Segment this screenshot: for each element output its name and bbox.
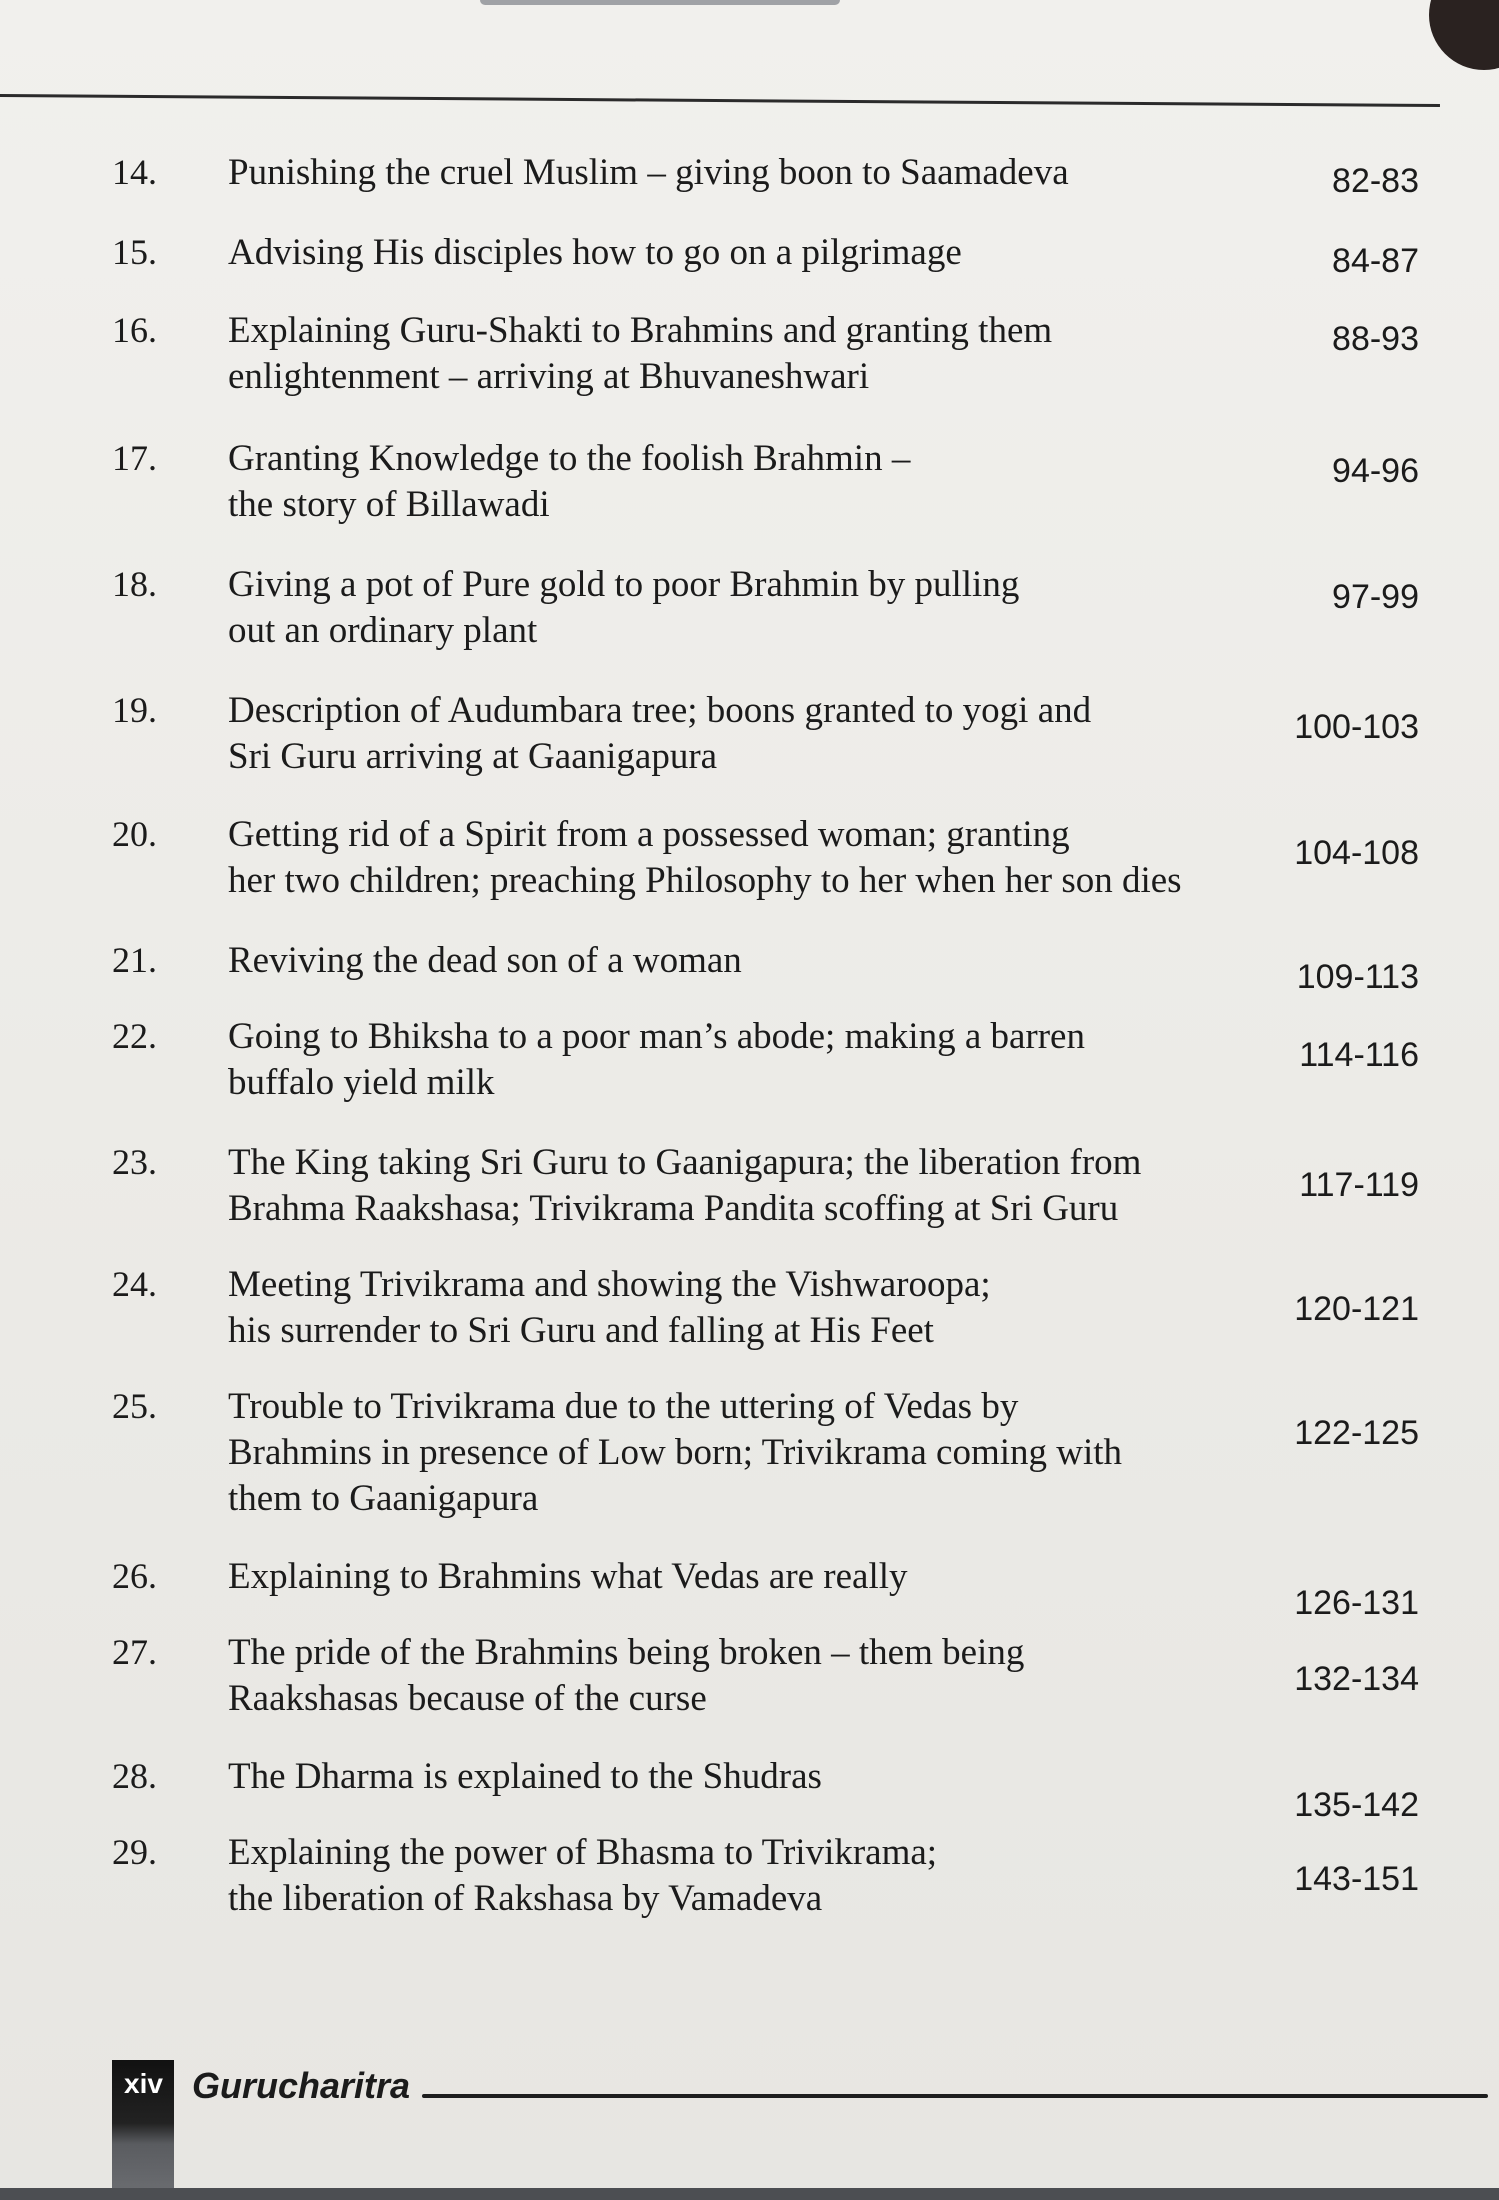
page-number: xiv bbox=[124, 2068, 163, 2099]
entry-pages: 100-103 bbox=[1294, 708, 1419, 746]
entry-title bbox=[228, 1140, 1248, 1232]
entry-title-line: them to Gaanigapura bbox=[228, 1478, 539, 1519]
entry-title bbox=[228, 1014, 1248, 1106]
entry-pages: 109-113 bbox=[1296, 958, 1419, 996]
entry-title bbox=[228, 1630, 1248, 1722]
entry-number: 22. bbox=[112, 1016, 157, 1056]
entry-title-line: Brahma Raakshasa; Trivikrama Pandita scoffing at Sri Guru bbox=[228, 1188, 1119, 1229]
entry-title-line: out an ordinary plant bbox=[228, 610, 538, 651]
running-footer-title: Gurucharitra bbox=[192, 2065, 411, 2106]
entry-title-line: Reviving the dead son of a woman bbox=[228, 940, 742, 981]
entry-number: 16. bbox=[112, 310, 157, 350]
entry-title-line: Giving a pot of Pure gold to poor Brahmin by pulling bbox=[228, 564, 1020, 605]
entry-pages: 88-93 bbox=[1332, 320, 1419, 358]
entry-number: 26. bbox=[112, 1556, 157, 1596]
entry-pages: 143-151 bbox=[1294, 1860, 1419, 1898]
entry-pages: 120-121 bbox=[1294, 1290, 1419, 1328]
entry-title-line: his surrender to Sri Guru and falling at His Feet bbox=[228, 1310, 934, 1351]
page-bottom-edge bbox=[0, 2188, 1499, 2200]
entry-title-line: The King taking Sri Guru to Gaanigapura; the liberation from bbox=[228, 1142, 1142, 1183]
entry-title-line: her two children; preaching Philosophy to her when her son dies bbox=[228, 860, 1182, 901]
entry-number: 14. bbox=[112, 152, 157, 192]
entry-pages: 97-99 bbox=[1332, 578, 1419, 616]
entry-title-line: the story of Billawadi bbox=[228, 484, 550, 525]
entry-title-line: Trouble to Trivikrama due to the uttering of Vedas by bbox=[228, 1386, 1019, 1427]
entry-number: 15. bbox=[112, 232, 157, 272]
entry-number: 28. bbox=[112, 1756, 157, 1796]
entry-number: 17. bbox=[112, 438, 157, 478]
entry-title-line: The Dharma is explained to the Shudras bbox=[228, 1756, 822, 1797]
entry-title bbox=[228, 1262, 1248, 1354]
entry-number: 27. bbox=[112, 1632, 157, 1672]
entry-pages: 132-134 bbox=[1294, 1660, 1419, 1698]
entry-title-line: Brahmins in presence of Low born; Trivikrama coming with bbox=[228, 1432, 1123, 1473]
entry-pages: 82-83 bbox=[1332, 162, 1419, 200]
entry-pages: 84-87 bbox=[1332, 242, 1419, 280]
entry-title bbox=[228, 1830, 1248, 1922]
entry-title-line: Sri Guru arriving at Gaanigapura bbox=[228, 736, 718, 777]
entry-number: 24. bbox=[112, 1264, 157, 1304]
entry-title-line: buffalo yield milk bbox=[228, 1062, 495, 1103]
entry-title bbox=[228, 150, 1248, 196]
entry-number: 19. bbox=[112, 690, 157, 730]
entry-pages: 117-119 bbox=[1299, 1166, 1419, 1204]
entry-title bbox=[228, 938, 1248, 984]
entry-title-line: Explaining Guru-Shakti to Brahmins and granting them bbox=[228, 310, 1053, 351]
entry-pages: 94-96 bbox=[1332, 452, 1419, 490]
entry-title bbox=[228, 1384, 1248, 1522]
entry-title-line: Granting Knowledge to the foolish Brahmin – bbox=[228, 438, 911, 479]
entry-title bbox=[228, 688, 1248, 780]
entry-title bbox=[228, 308, 1248, 400]
entry-number: 25. bbox=[112, 1386, 157, 1426]
entry-title-line: the liberation of Rakshasa by Vamadeva bbox=[228, 1878, 823, 1919]
entry-title-line: The pride of the Brahmins being broken – them being bbox=[228, 1632, 1025, 1673]
entry-title bbox=[228, 436, 1248, 528]
entry-pages: 126-131 bbox=[1294, 1584, 1419, 1622]
entry-title bbox=[228, 562, 1248, 654]
entry-title bbox=[228, 812, 1248, 904]
entry-number: 20. bbox=[112, 814, 157, 854]
entry-number: 18. bbox=[112, 564, 157, 604]
entry-title bbox=[228, 1554, 1248, 1600]
entry-pages: 135-142 bbox=[1294, 1786, 1419, 1824]
entry-title bbox=[228, 1754, 1248, 1800]
entry-title-line: Advising His disciples how to go on a pilgrimage bbox=[228, 232, 962, 273]
entry-pages: 114-116 bbox=[1299, 1036, 1419, 1074]
entry-title-line: Getting rid of a Spirit from a possessed woman; granting bbox=[228, 814, 1070, 855]
entry-title-line: Explaining to Brahmins what Vedas are really bbox=[228, 1556, 908, 1597]
entry-number: 21. bbox=[112, 940, 157, 980]
footer-rule bbox=[422, 2094, 1488, 2098]
entry-title-line: Description of Audumbara tree; boons granted to yogi and bbox=[228, 690, 1092, 731]
entry-title-line: Explaining the power of Bhasma to Trivikrama; bbox=[228, 1832, 938, 1873]
entry-pages: 104-108 bbox=[1294, 834, 1419, 872]
entry-number: 29. bbox=[112, 1832, 157, 1872]
entry-title-line: Raakshasas because of the curse bbox=[228, 1678, 707, 1719]
entry-title bbox=[228, 230, 1248, 276]
entry-pages: 122-125 bbox=[1294, 1414, 1419, 1452]
entry-title-line: enlightenment – arriving at Bhuvaneshwari bbox=[228, 356, 870, 397]
entry-title-line: Going to Bhiksha to a poor man’s abode; making a barren bbox=[228, 1016, 1085, 1057]
entry-title-line: Meeting Trivikrama and showing the Vishwaroopa; bbox=[228, 1264, 991, 1305]
entry-title-line: Punishing the cruel Muslim – giving boon to Saamadeva bbox=[228, 152, 1069, 193]
entry-number: 23. bbox=[112, 1142, 157, 1182]
